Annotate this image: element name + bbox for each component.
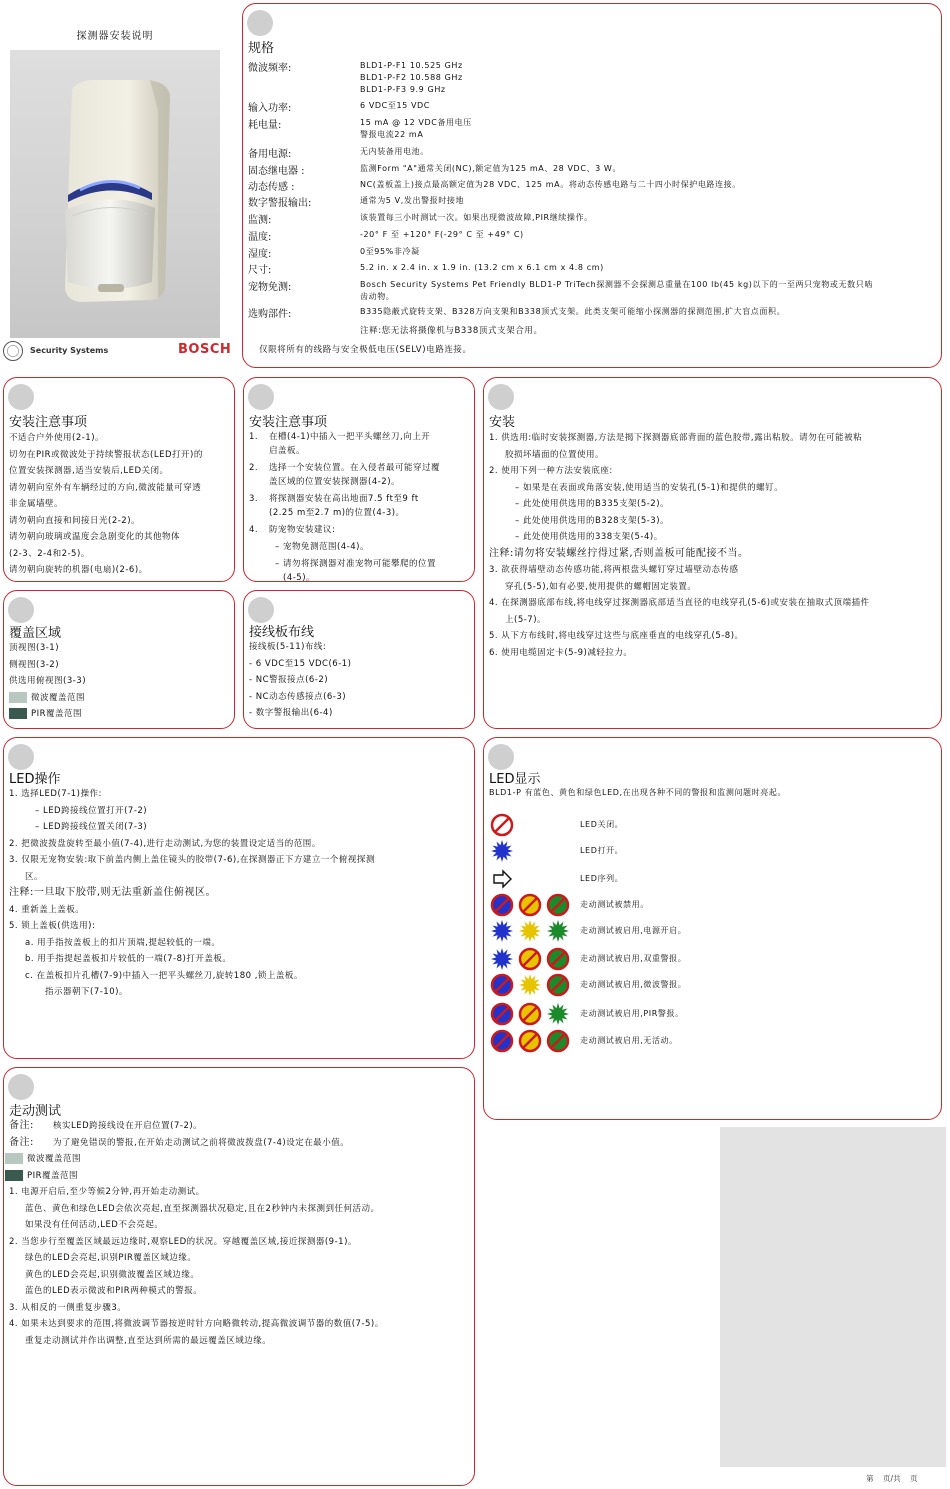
page-footer: 第 页/共 页 bbox=[866, 1474, 918, 1483]
text-line: – LED跨接线位置关闭(7-3) bbox=[35, 822, 148, 832]
item-cont: (2.25 m至2.7 m)的位置(4-3)。 bbox=[269, 508, 405, 518]
logo-tagline: Security Systems bbox=[30, 346, 109, 355]
led-legend-row bbox=[488, 918, 928, 944]
coverage-panel bbox=[3, 590, 235, 729]
install-panel bbox=[483, 377, 942, 729]
item-number: 4. bbox=[249, 525, 259, 535]
item-number: 2. bbox=[249, 463, 259, 473]
text-line: – 此处使用供选用的B335支架(5-2)。 bbox=[515, 499, 670, 509]
text-line: 绿色的LED会亮起,识别PIR覆盖区域边缘。 bbox=[25, 1253, 197, 1263]
walk-note bbox=[9, 1118, 468, 1135]
text-line: a. 用手指按盖板上的扣片顶端,提起较低的一端。 bbox=[25, 937, 221, 948]
bosch-logo: BOSCH bbox=[178, 342, 232, 357]
item-number: 1. bbox=[249, 432, 259, 442]
precaution-line: 请勿朝向旋转的机器(电扇)(2-6)。 bbox=[9, 565, 148, 575]
install-notes-panel bbox=[243, 377, 475, 582]
security-systems-logo bbox=[3, 341, 23, 361]
text-line: 4. 如果未达到要求的范围,将微波调节器按逆时针方向略微转动,提高微波调节器的数值(7-5)。 bbox=[9, 1319, 384, 1329]
wiring-panel bbox=[243, 590, 475, 729]
led-legend-row bbox=[488, 946, 928, 972]
text-line: – 此处使用供选用的338支架(5-4)。 bbox=[515, 532, 663, 542]
install-notes-title: 安装注意事项 bbox=[249, 415, 328, 430]
note-text: 为了避免错误的警报,在开始走动测试之前将微波拨盘(7-4)设定在最小值。 bbox=[53, 1137, 350, 1148]
spec-value: NC(盖板盖上)接点最高额定值为28 VDC、125 mA。将动态传感电路与二十四小时保护电路连接。 bbox=[360, 180, 741, 189]
coverage-line: 供选用俯视图(3-3) bbox=[9, 676, 87, 686]
yellow-led-on-icon bbox=[519, 974, 541, 996]
blue-led-on-icon bbox=[491, 840, 513, 862]
precaution-line: 位置安装探测器,适当安装后,LED关闭。 bbox=[9, 466, 169, 476]
text-line: 蓝色、黄色和绿色LED会依次亮起,直至探测器状况稳定,且在2秒钟内未探测到任何活动。 bbox=[25, 1203, 380, 1214]
coverage-title: 覆盖区域 bbox=[9, 626, 62, 641]
item-number: 3. bbox=[249, 494, 259, 504]
green-led-off-icon bbox=[548, 1031, 568, 1051]
led-display-title: LED显示 bbox=[489, 772, 541, 787]
green-led-off-icon bbox=[548, 949, 568, 969]
spec-label: 选购部件: bbox=[248, 309, 292, 320]
led-description: 走动测试被启用,双重警报。 bbox=[580, 954, 687, 963]
microwave-swatch bbox=[9, 692, 27, 703]
spec-label: 监测: bbox=[248, 215, 272, 226]
led-icon-group bbox=[488, 866, 572, 892]
legend-microwave bbox=[9, 690, 228, 707]
item-text: 将探测器安装在高出地面7.5 ft至9 ft bbox=[269, 494, 419, 504]
led-legend-row bbox=[488, 866, 928, 892]
text-line: 注释:一旦取下胶带,则无法重新盖住俯视区。 bbox=[9, 887, 217, 898]
spec-label: 湿度: bbox=[248, 249, 272, 260]
yellow-led-off-icon bbox=[520, 895, 540, 915]
spec-label: 微波频率: bbox=[248, 63, 292, 74]
legend-pir bbox=[9, 706, 228, 723]
spec-value: 无内装备用电池。 bbox=[360, 147, 429, 156]
blue-led-off-icon bbox=[492, 1031, 512, 1051]
led-operation-title: LED操作 bbox=[9, 772, 61, 787]
led-icon-group bbox=[488, 918, 572, 944]
legend-label: 微波覆盖范围 bbox=[27, 1154, 82, 1164]
led-icon-group bbox=[488, 1001, 572, 1027]
spec-value: 5.2 in. x 2.4 in. x 1.9 in. (13.2 cm x 6.1 cm x 4.8 cm) bbox=[360, 263, 604, 272]
led-description: LED序列。 bbox=[580, 874, 624, 883]
spec-label: 数字警报输出: bbox=[248, 198, 312, 209]
blue-led-off-icon bbox=[492, 895, 512, 915]
text-line: 1. 电源开启后,至少等候2分钟,再开始走动测试。 bbox=[9, 1187, 205, 1197]
item-text: 防宠物安装建议: bbox=[269, 525, 336, 535]
section-number-badge bbox=[8, 597, 34, 623]
wiring-line: - NC动态传感接点(6-3) bbox=[249, 691, 347, 702]
text-line: 胶损坏墙面的位置使用。 bbox=[505, 449, 605, 460]
led-icon-group bbox=[488, 972, 572, 998]
led-off-icon bbox=[492, 815, 512, 835]
section-number-badge bbox=[488, 744, 514, 770]
text-line: 3. 从相反的一侧重复步骤3。 bbox=[9, 1302, 127, 1313]
sub-item: – 请勿将探测器对准宠物可能攀爬的位置 bbox=[275, 559, 436, 569]
led-legend-row bbox=[488, 812, 928, 838]
legend-label: 微波覆盖范围 bbox=[31, 692, 86, 703]
microwave-swatch bbox=[5, 1153, 23, 1164]
blue-led-off-icon bbox=[492, 1004, 512, 1024]
spec-value: 警报电流22 mA bbox=[360, 130, 424, 139]
walk-steps bbox=[9, 1184, 468, 1349]
text-line: 2. 把微波拨盘旋转至最小值(7-4),进行走动测试,为您的装置设定适当的范围。 bbox=[9, 838, 321, 849]
led-legend-row bbox=[488, 1001, 928, 1027]
text-line: 注释:请勿将安装螺丝拧得过紧,否则盖板可能配接不当。 bbox=[489, 547, 749, 559]
spec-value: B335隐蔽式旋转支架、B328万向支架和B338顶式支架。此类支架可能缩小探测器的探测范围,扩大盲点面积。 bbox=[360, 307, 786, 316]
text-line: c. 在盖板扣片孔槽(7-9)中插入一把平头螺丝刀,旋转180 ,锁上盖板。 bbox=[25, 970, 303, 981]
text-line: 区。 bbox=[25, 871, 44, 882]
led-display-intro: BLD1-P 有蓝色、黄色和绿色LED,在出现各种不同的警报和监测问题时亮起。 bbox=[489, 788, 787, 797]
spec-value: 齿动物。 bbox=[360, 292, 395, 301]
spec-value: 0至95%非冷凝 bbox=[360, 247, 420, 256]
led-legend-row bbox=[488, 972, 928, 998]
text-line: 指示器朝下(7-10)。 bbox=[45, 987, 128, 997]
led-legend-row bbox=[488, 838, 928, 864]
spec-value: BLD1-P-F1 10.525 GHz bbox=[360, 61, 463, 70]
led-operation-body bbox=[9, 786, 468, 1001]
legend-pir bbox=[9, 1168, 468, 1185]
precaution-line: 请勿朝向玻璃或温度会急剧变化的其他物体 bbox=[9, 532, 181, 542]
section-number-badge bbox=[8, 744, 34, 770]
precautions-body bbox=[9, 430, 228, 579]
spec-label: 输入功率: bbox=[248, 103, 292, 114]
led-operation-panel bbox=[3, 737, 475, 1059]
walk-test-body bbox=[9, 1118, 468, 1349]
spec-value: 监测Form "A"通常关闭(NC),额定值为125 mA、28 VDC、3 W。 bbox=[360, 164, 622, 173]
yellow-led-on-icon bbox=[519, 920, 541, 942]
text-line: 3. 仅限无宠物安装:取下前盖内侧上盖住镜头的胶带(7-6),在探测器正下方建立一个俯视探测 bbox=[9, 855, 375, 865]
coverage-line: 侧视图(3-2) bbox=[9, 659, 60, 670]
text-line: b. 用手指提起盖板扣片较低的一端(7-8)打开盖板。 bbox=[25, 954, 232, 964]
text-line: 蓝色的LED表示微波和PIR两种模式的警报。 bbox=[25, 1286, 203, 1296]
text-line: – 如果是在表面或角落安装,使用适当的安装孔(5-1)和提供的螺钉。 bbox=[515, 482, 784, 493]
text-line: 黄色的LED会亮起,识别微波覆盖区域边缘。 bbox=[25, 1269, 200, 1280]
precaution-line: 请勿朝向室外有车辆经过的方向,微波能量可穿透 bbox=[9, 482, 202, 493]
text-line: – 此处使用供选用的B328支架(5-3)。 bbox=[515, 515, 670, 526]
green-led-on-icon bbox=[547, 1003, 569, 1025]
note-label: 备注: bbox=[9, 1120, 34, 1131]
coverage-body bbox=[9, 640, 228, 723]
led-icon-group bbox=[488, 812, 572, 838]
text-line: 3. 欲获得墙壁动态传感功能,将两根盘头螺钉穿过墙壁动态传感 bbox=[489, 565, 739, 575]
pir-swatch bbox=[9, 708, 27, 719]
spec-value: 该装置每三小时测试一次。如果出现微波故障,PIR继续操作。 bbox=[360, 213, 593, 222]
sub-item: – 宠物免测范围(4-4)。 bbox=[275, 542, 369, 552]
section-number-badge bbox=[247, 10, 273, 36]
text-line: 1. 选择LED(7-1)操作: bbox=[9, 789, 102, 799]
blank-gray-area bbox=[720, 1127, 946, 1467]
walk-test-panel bbox=[3, 1067, 475, 1486]
note-label: 备注: bbox=[9, 1136, 34, 1148]
led-description: 走动测试被启用,PIR警报。 bbox=[580, 1009, 684, 1018]
led-legend-row bbox=[488, 1028, 928, 1054]
specs-title: 规格 bbox=[248, 41, 275, 56]
doc-title: 探测器安装说明 bbox=[76, 31, 154, 42]
yellow-led-off-icon bbox=[520, 1004, 540, 1024]
led-description: 走动测试被禁用。 bbox=[580, 900, 649, 909]
wiring-line: 接线板(5-11)布线: bbox=[249, 642, 327, 652]
sub-item: (4-5)。 bbox=[283, 573, 316, 582]
text-line: 4. 重新盖上盖板。 bbox=[9, 904, 85, 915]
yellow-led-off-icon bbox=[520, 1031, 540, 1051]
led-icon-group bbox=[488, 1028, 572, 1054]
item-cont: 启盖板。 bbox=[269, 446, 306, 456]
spec-label: 温度: bbox=[248, 232, 272, 243]
section-number-badge bbox=[8, 1074, 34, 1100]
text-line: 2. 使用下列一种方法安装底座: bbox=[489, 466, 613, 476]
led-description: LED打开。 bbox=[580, 846, 624, 855]
legend-label: PIR覆盖范围 bbox=[27, 1170, 79, 1181]
item-text: 在槽(4-1)中插入一把平头螺丝刀,向上开 bbox=[269, 432, 431, 442]
blue-led-on-icon bbox=[491, 948, 513, 970]
text-line: 穿孔(5-5),如有必要,使用提供的螺帽固定装置。 bbox=[505, 581, 697, 592]
led-icon-group bbox=[488, 892, 572, 918]
text-line: 5. 锁上盖板(供选用): bbox=[9, 921, 96, 931]
product-image bbox=[10, 50, 220, 338]
text-line: 重复走动测试并作出调整,直至达到所需的最远覆盖区域边缘。 bbox=[25, 1335, 272, 1346]
green-led-off-icon bbox=[548, 895, 568, 915]
spec-label: 耗电量: bbox=[248, 120, 282, 131]
spec-value: Bosch Security Systems Pet Friendly BLD1-P TriTech探测器不会探测总重量在100 lb(45 kg)以下的一至两只宠物或无数只啮 bbox=[360, 280, 873, 289]
spec-label: 动态传感 : bbox=[248, 182, 295, 193]
green-led-on-icon bbox=[547, 920, 569, 942]
precautions-title: 安装注意事项 bbox=[9, 415, 88, 430]
spec-label: 固态继电器 : bbox=[248, 166, 305, 177]
install-body bbox=[489, 430, 935, 661]
led-icon-group bbox=[488, 946, 572, 972]
text-line: 1. 供选用:临时安装探测器,方法是揭下探测器底部背面的蓝色胶带,露出粘胶。请勿在可能被粘 bbox=[489, 433, 863, 443]
note-text: 核实LED跨接线设在开启位置(7-2)。 bbox=[53, 1121, 203, 1131]
spec-value: 6 VDC至15 VDC bbox=[360, 101, 430, 110]
text-line: 如果没有任何活动,LED不会亮起。 bbox=[25, 1220, 164, 1230]
spec-value: BLD1-P-F3 9.9 GHz bbox=[360, 85, 446, 94]
spec-label: 尺寸: bbox=[248, 265, 272, 276]
section-number-badge bbox=[248, 597, 274, 623]
text-line: – LED跨接线位置打开(7-2) bbox=[35, 805, 148, 816]
precaution-line: (2-3、2-4和2-5)。 bbox=[9, 548, 90, 559]
legend-microwave bbox=[9, 1151, 468, 1168]
precautions-panel bbox=[3, 377, 235, 582]
wiring-line: - NC警报接点(6-2) bbox=[249, 675, 329, 685]
pir-swatch bbox=[5, 1170, 23, 1181]
text-line: 4. 在探测器底部布线,将电线穿过探测器底部适当直径的电线穿孔(5-6)或安装在抽取式顶端插件 bbox=[489, 598, 870, 608]
spec-value: -20° F 至 +120° F(-29° C 至 +49° C) bbox=[360, 230, 524, 239]
led-description: 走动测试被启用,微波警报。 bbox=[580, 980, 687, 989]
wiring-title: 接线板布线 bbox=[249, 625, 315, 640]
wiring-line: - 数字警报输出(6-4) bbox=[249, 708, 333, 718]
led-icon-group bbox=[488, 838, 572, 864]
led-description: LED关闭。 bbox=[580, 820, 624, 829]
spec-footer: 仅限将所有的线路与安全极低电压(SELV)电路连接。 bbox=[259, 345, 472, 355]
walk-note bbox=[9, 1135, 468, 1152]
led-sequence-arrow-icon bbox=[494, 871, 511, 887]
legend-label: PIR覆盖范围 bbox=[31, 709, 83, 719]
yellow-led-off-icon bbox=[520, 949, 540, 969]
blue-led-off-icon bbox=[492, 975, 512, 995]
blue-led-on-icon bbox=[491, 920, 513, 942]
precaution-line: 非金属墙壁。 bbox=[9, 499, 64, 509]
text-line: 2. 当您步行至覆盖区域最远边缘时,观察LED的状况。穿越覆盖区域,接近探测器(9-1)。 bbox=[9, 1236, 357, 1247]
wiring-line: - 6 VDC至15 VDC(6-1) bbox=[249, 658, 352, 669]
led-legend-row bbox=[488, 892, 928, 918]
item-text: 选择一个安装位置。在入侵者最可能穿过覆 bbox=[269, 463, 441, 473]
precaution-line: 请勿朝向直接和间接日光(2-2)。 bbox=[9, 515, 141, 526]
precaution-line: 不适合户外使用(2-1)。 bbox=[9, 433, 105, 443]
item-cont: 盖区域的位置安装探测器(4-2)。 bbox=[269, 477, 401, 487]
section-number-badge bbox=[488, 384, 514, 410]
led-description: 走动测试被启用,无活动。 bbox=[580, 1036, 678, 1045]
precaution-line: 切勿在PIR或微波处于持续警报状态(LED打开)的 bbox=[9, 449, 203, 460]
walk-test-title: 走动测试 bbox=[9, 1104, 62, 1119]
spec-label: 宠物免测: bbox=[248, 282, 292, 293]
detector-illustration bbox=[10, 50, 220, 338]
spec-value: BLD1-P-F2 10.588 GHz bbox=[360, 73, 463, 82]
spec-note: 注释:您无法将摄像机与B338顶式支架合用。 bbox=[360, 326, 543, 336]
spec-label: 备用电源: bbox=[248, 149, 292, 160]
coverage-line: 顶视图(3-1) bbox=[9, 643, 60, 653]
wiring-body bbox=[249, 639, 468, 722]
text-line: 6. 使用电缆固定卡(5-9)减轻拉力。 bbox=[489, 647, 633, 658]
spec-value: 15 mA @ 12 VDC备用电压 bbox=[360, 118, 472, 127]
section-number-badge bbox=[248, 384, 274, 410]
led-description: 走动测试被启用,电源开启。 bbox=[580, 926, 687, 935]
text-line: 5. 从下方布线时,将电线穿过这些与底座垂直的电线穿孔(5-8)。 bbox=[489, 631, 744, 641]
spec-value: 通常为5 V,发出警报时接地 bbox=[360, 196, 465, 205]
install-title: 安装 bbox=[489, 415, 516, 430]
text-line: 上(5-7)。 bbox=[505, 614, 547, 625]
section-number-badge bbox=[8, 384, 34, 410]
green-led-off-icon bbox=[548, 975, 568, 995]
install-notes-body bbox=[249, 430, 468, 582]
